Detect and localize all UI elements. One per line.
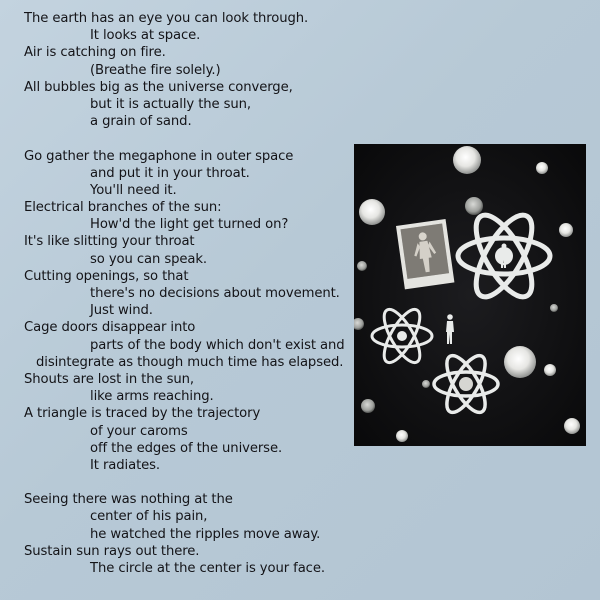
poem-line: parts of the body which don't exist and: [90, 337, 345, 353]
poem-line: Air is catching on fire.: [24, 45, 166, 61]
poem-line: but it is actually the sun,: [90, 96, 252, 112]
poem-line: Electrical branches of the sun:: [24, 200, 222, 216]
figure-photograph: [396, 219, 454, 289]
poem-line: The earth has an eye you can look through.: [24, 11, 309, 26]
poem-line: Just wind.: [90, 303, 153, 319]
poem-line: so you can speak.: [90, 251, 208, 267]
poem-text: [24, 10, 354, 577]
poem-line: he watched the ripples move away.: [90, 526, 321, 542]
poem-line: there's no decisions about movement.: [90, 286, 340, 301]
poem-line: How'd the light get turned on?: [90, 217, 289, 233]
stanza-break: [24, 474, 354, 491]
stanza-break: [24, 130, 354, 147]
poem-line: Seeing there was nothing at the: [24, 492, 233, 508]
poem-line: Sustain sun rays out there.: [24, 543, 200, 559]
poem-line: disintegrate as though much time has elapsed.: [36, 354, 344, 370]
atom-collage-illustration: [354, 144, 586, 446]
poem-line: off the edges of the universe.: [90, 440, 283, 456]
poem-line: A triangle is traced by the trajectory: [24, 406, 261, 422]
poem-line: The circle at the center is your face.: [90, 561, 325, 576]
poem-line: Cage doors disappear into: [24, 320, 196, 336]
atom-collage-photo: [354, 144, 586, 446]
poem-line: Cutting openings, so that: [24, 268, 189, 284]
poem-line: It radiates.: [90, 457, 161, 473]
poem-line: and put it in your throat.: [90, 165, 250, 181]
poem-line: It looks at space.: [90, 28, 201, 44]
poem-line: center of his pain,: [90, 509, 208, 525]
poem-line: like arms reaching.: [90, 389, 214, 405]
bleed-through-right: [372, 8, 582, 25]
poem-line: (Breathe fire solely.): [90, 62, 221, 78]
poem-line: a grain of sand.: [90, 114, 192, 130]
poem-line: All bubbles big as the universe converge,: [24, 79, 293, 95]
poem-line: of your caroms: [90, 423, 188, 439]
poem-line: Shouts are lost in the sun,: [24, 371, 194, 387]
poem-line: It's like slitting your throat: [24, 234, 195, 250]
poem-line: Go gather the megaphone in outer space: [24, 148, 294, 164]
poem-line: You'll need it.: [90, 182, 177, 198]
